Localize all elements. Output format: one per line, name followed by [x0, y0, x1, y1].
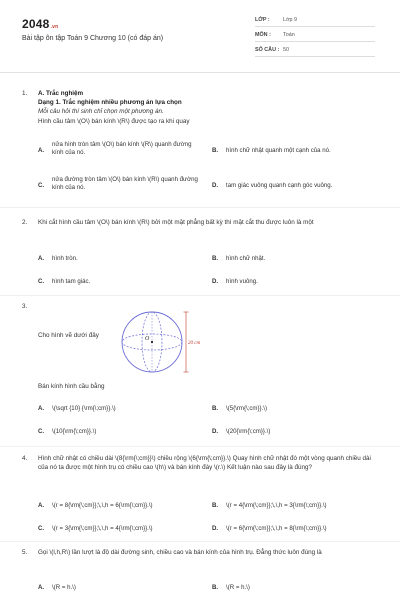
question-number: 1.: [22, 90, 28, 97]
option-letter: A.: [38, 584, 45, 591]
figure-intro: Cho hình vẽ dưới đây: [38, 332, 99, 339]
center-point: [151, 341, 153, 343]
option-letter: D.: [212, 182, 219, 189]
class-value: Lớp 9: [283, 17, 298, 23]
option-text: \(r = 4{\rm{\;cm}};\,\,h = 3{\rm{\;cm}}.\): [226, 502, 327, 509]
question-stem: Hình chữ nhật có chiều dài \(8{\rm{\;cm}}\) chiều rộng \(6{\rm{\;cm}}.\) Quay hình chữ nhật đó một vòng quanh chiều dài của nó ta được một hình trụ có chiều cao \(h\) và bán kính đáy \(r.\) Kết luận nào sau đây là đúng?: [38, 455, 371, 471]
option-letter: A.: [38, 405, 45, 412]
option-text: tam giác vuông quanh cạnh góc vuông.: [226, 182, 333, 189]
option-letter: D.: [212, 428, 219, 435]
header-divider: [0, 72, 400, 73]
divider: [255, 26, 375, 27]
option-letter: B.: [212, 147, 219, 154]
divider: [255, 41, 375, 42]
option-text: \(r = 3{\rm{\;cm}};\,\,h = 4{\rm{\;cm}}.\): [52, 525, 153, 532]
divider: [0, 295, 400, 296]
logo-suffix: .vn: [50, 24, 59, 30]
question-number: 3.: [22, 303, 28, 310]
question-number: 4.: [22, 455, 28, 462]
count-key: SỐ CÂU :: [255, 47, 280, 53]
option-letter: C.: [38, 428, 45, 435]
question-number: 2.: [22, 219, 28, 226]
option-letter: C.: [38, 525, 45, 532]
site-logo[interactable]: [22, 16, 58, 32]
section-heading: A. Trắc nghiệm: [38, 90, 84, 97]
sphere-figure: [116, 305, 201, 379]
option-letter: D.: [212, 525, 219, 532]
option-text: \(\sqrt {10} {\rm{\;cm}}.\): [52, 405, 116, 412]
option-text: nửa đường tròn tâm \(O\) bán kính \(R\) quanh đường kính của nó.: [52, 176, 198, 192]
divider: [0, 207, 400, 208]
option-text: nửa hình tròn tâm \(O\) bán kính \(R\) quanh đường kính của nó.: [52, 141, 192, 157]
question-stem: Hình cầu tâm \(O\) bán kính \(R\) được tạo ra khi quay: [38, 118, 190, 125]
option-letter: A.: [38, 147, 45, 154]
option-text: hình chữ nhật quanh một cạnh của nó.: [226, 147, 331, 154]
question-number: 5.: [22, 549, 28, 556]
option-text: \(10{\rm{\;cm}}.\): [52, 428, 97, 435]
divider: [0, 446, 400, 447]
option-letter: B.: [212, 502, 219, 509]
subject-value: Toán: [283, 32, 295, 38]
option-text: hình chữ nhật.: [226, 255, 266, 262]
worksheet-header: [0, 0, 400, 66]
option-text: \(r = 6{\rm{\;cm}};\,\,h = 8{\rm{\;cm}}.\): [226, 525, 327, 532]
divider: [0, 541, 400, 542]
option-text: \(r = 8{\rm{\;cm}};\,\,h = 6{\rm{\;cm}}.\): [52, 502, 153, 509]
option-text: hình tam giác.: [52, 278, 91, 285]
option-text: \(R = h.\): [226, 584, 250, 591]
option-letter: D.: [212, 278, 219, 285]
option-text: \(5{\rm{\;cm}}.\): [226, 405, 267, 412]
option-text: hình tròn.: [52, 255, 78, 262]
option-letter: B.: [212, 584, 219, 591]
option-letter: A.: [38, 502, 45, 509]
subsection-heading: Dạng 1. Trắc nghiệm nhiều phương án lựa chọn: [38, 99, 182, 106]
logo-text: 2048: [22, 17, 50, 31]
option-letter: B.: [212, 405, 219, 412]
count-value: 50: [283, 47, 289, 53]
question-stem: Khi cắt hình cầu tâm \(O\) bán kính \(R\) bởi một mặt phẳng bất kỳ thì mặt cắt thu được luôn là một: [38, 219, 314, 226]
option-letter: C.: [38, 182, 45, 189]
page-title: Bài tập ôn tập Toán 9 Chương 10 (có đáp án): [22, 35, 164, 42]
option-letter: C.: [38, 278, 45, 285]
divider: [255, 56, 375, 57]
subject-key: MÔN :: [255, 32, 271, 38]
question-stem: Bán kính hình cầu bằng: [38, 383, 105, 390]
option-letter: A.: [38, 255, 45, 262]
question-stem: Gọi \(l,h,R\) lần lượt là độ dài đường sinh, chiều cao và bán kính của hình trụ. Đẳng thức luôn đúng là: [38, 549, 322, 556]
instruction-note: Mỗi câu hỏi thí sinh chỉ chọn một phương án.: [38, 108, 164, 115]
center-label: O: [145, 336, 150, 342]
dimension-label: 20 cm: [188, 341, 201, 346]
option-text: \(R = h.\): [52, 584, 76, 591]
option-text: \(20{\rm{\;cm}}.\): [226, 428, 271, 435]
class-key: LỚP :: [255, 17, 270, 23]
option-text: hình vuông.: [226, 278, 258, 285]
option-letter: B.: [212, 255, 219, 262]
